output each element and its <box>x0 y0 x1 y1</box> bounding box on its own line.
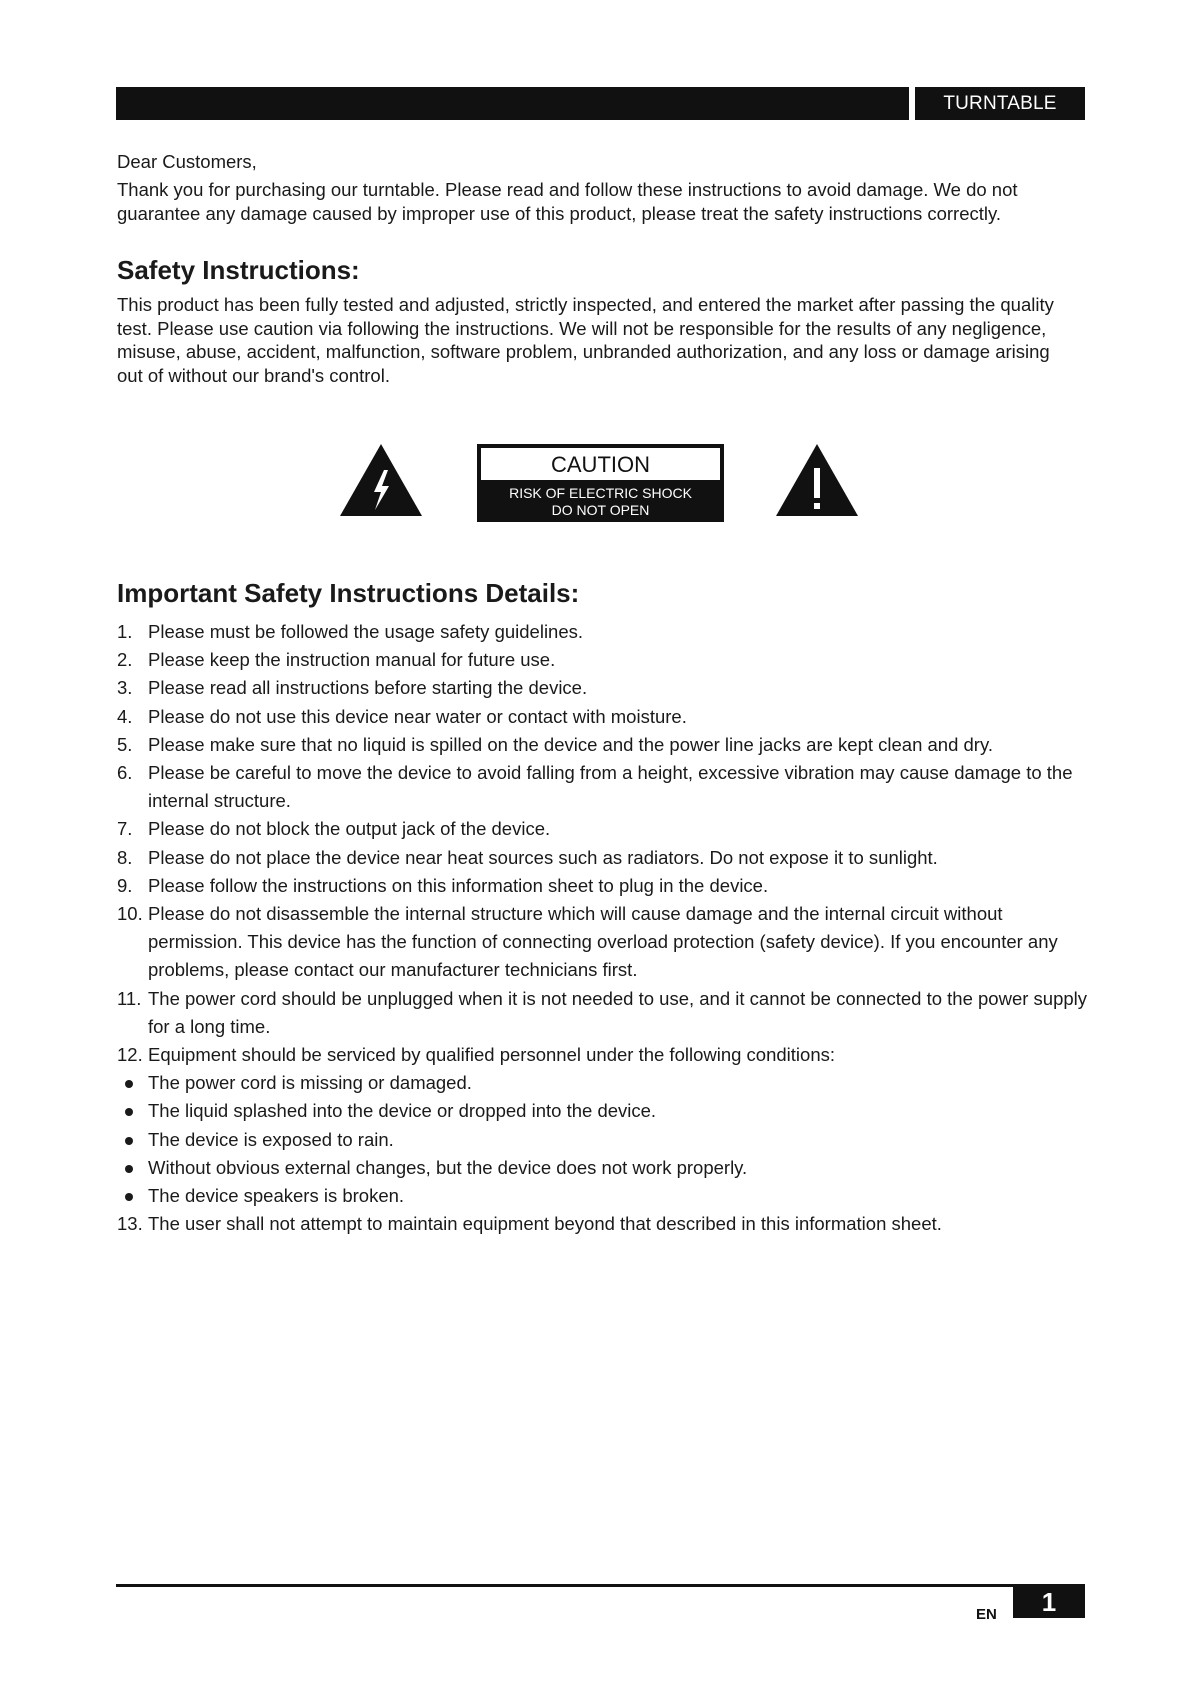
list-item <box>117 815 1092 843</box>
bullet-item <box>117 1069 1092 1097</box>
list-item-text: The liquid splashed into the device or dropped into the device. <box>148 1100 657 1122</box>
caution-title: CAUTION <box>481 448 720 480</box>
list-number: 8. <box>117 846 133 868</box>
list-item <box>117 1210 1092 1238</box>
page-number: 1 <box>1013 1586 1085 1618</box>
exclamation-warning-icon <box>774 442 860 518</box>
bullet-icon <box>125 1108 133 1116</box>
footer-divider <box>116 1584 1085 1587</box>
list-item-text: Please do not disassemble the internal structure which will cause damage and the internal circuit without permission. This device has the function of connecting overload protection (safety device). If you encounter any problems, please contact our manufacturer technicians first. <box>148 903 1058 981</box>
list-item-text: The user shall not attempt to maintain equipment beyond that described in this information sheet. <box>148 1213 942 1235</box>
list-item-text: Please do not place the device near heat sources such as radiators. Do not expose it to sunlight. <box>148 846 938 868</box>
bullet-icon <box>125 1193 133 1201</box>
list-item <box>117 618 1092 646</box>
list-item <box>117 674 1092 702</box>
list-item <box>117 759 1092 815</box>
bullet-icon <box>125 1137 133 1145</box>
list-item-text: Please make sure that no liquid is spilled on the device and the power line jacks are kept clean and dry. <box>148 733 993 755</box>
list-item <box>117 731 1092 759</box>
header-product-tab: TURNTABLE <box>915 87 1085 120</box>
bullet-icon <box>125 1080 133 1088</box>
list-item-text: The device speakers is broken. <box>148 1185 405 1207</box>
list-item <box>117 872 1092 900</box>
caution-risk-text: RISK OF ELECTRIC SHOCK <box>509 485 692 501</box>
list-item-text: Please be careful to move the device to avoid falling from a height, excessive vibration may cause damage to the internal structure. <box>148 762 1073 812</box>
footer-language: EN <box>976 1606 997 1623</box>
list-item-text: Without obvious external changes, but the device does not work properly. <box>148 1156 748 1178</box>
list-number: 9. <box>117 874 133 896</box>
list-item-text: Please read all instructions before starting the device. <box>148 677 588 699</box>
list-item <box>117 1041 1092 1069</box>
list-number: 2. <box>117 649 133 671</box>
list-item <box>117 646 1092 674</box>
instruction-list <box>117 618 1092 1238</box>
list-number: 10. <box>117 903 143 925</box>
list-number: 13. <box>117 1213 143 1235</box>
bullet-item <box>117 1126 1092 1154</box>
bullet-item <box>117 1154 1092 1182</box>
bullet-item <box>117 1097 1092 1125</box>
list-item <box>117 703 1092 731</box>
list-number: 11. <box>117 987 142 1009</box>
list-item-text: Equipment should be serviced by qualified personnel under the following conditions: <box>148 1044 835 1066</box>
list-number: 7. <box>117 818 133 840</box>
caution-do-not-open-text: DO NOT OPEN <box>551 502 650 518</box>
list-item-text: Please do not use this device near water or contact with moisture. <box>148 705 687 727</box>
bullet-item <box>117 1182 1092 1210</box>
list-number: 4. <box>117 705 133 727</box>
list-item <box>117 900 1092 985</box>
list-number: 5. <box>117 733 133 755</box>
list-number: 1. <box>117 621 133 642</box>
list-item-text: Please must be followed the usage safety guidelines. <box>148 621 584 642</box>
list-item <box>117 985 1092 1041</box>
list-item-text: The device is exposed to rain. <box>148 1128 394 1150</box>
caution-label <box>477 444 724 522</box>
header-bar <box>116 87 909 120</box>
warning-labels <box>117 442 1092 532</box>
list-number: 6. <box>117 762 133 784</box>
list-item-text: The power cord is missing or damaged. <box>148 1072 472 1094</box>
list-item-text: The power cord should be unplugged when it is not needed to use, and it cannot be connected to the power supply for a long time. <box>148 987 1088 1037</box>
list-number: 3. <box>117 677 133 699</box>
lightning-warning-icon <box>338 442 424 518</box>
list-item-text: Please follow the instructions on this information sheet to plug in the device. <box>148 874 769 896</box>
greeting: Dear Customers, <box>117 151 257 172</box>
intro-paragraph: Thank you for purchasing our turntable. Please read and follow these instructions to avoid damage. We do not guarantee any damage caused by improper use of this product, please treat the safety instructions correctly. <box>117 179 1018 224</box>
safety-paragraph: This product has been fully tested and adjusted, strictly inspected, and entered the market after passing the quality test. Please use caution via following the instructions. We will not be responsible for the results of any negligence, misuse, abuse, accident, malfunction, software problem, unbranded authorization, and any loss or damage arising out of without our brand's control. <box>117 294 1054 386</box>
safety-heading: Safety Instructions: <box>117 255 360 285</box>
list-item <box>117 844 1092 872</box>
list-number: 12. <box>117 1044 143 1066</box>
list-item-text: Please do not block the output jack of the device. <box>148 818 551 840</box>
bullet-icon <box>125 1165 133 1173</box>
important-heading: Important Safety Instructions Details: <box>117 578 580 608</box>
list-item-text: Please keep the instruction manual for future use. <box>148 649 556 671</box>
